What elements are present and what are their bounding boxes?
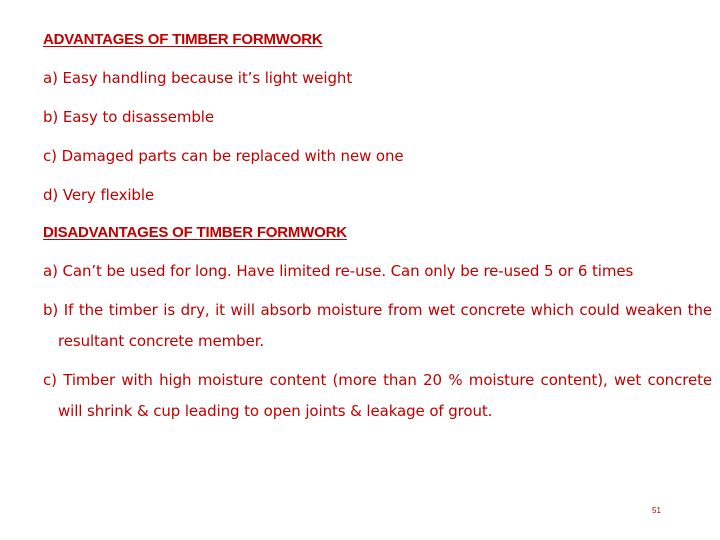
advantage-item-b: b) Easy to disassemble <box>43 108 214 126</box>
disadvantages-heading: DISADVANTAGES OF TIMBER FORMWORK <box>43 224 347 241</box>
advantage-item-c: c) Damaged parts can be replaced with new one <box>43 147 404 165</box>
disadvantage-item-c: c) Timber with high moisture content (more than 20 % moisture content), wet concrete will shrink & cup leading to open joints & leakage of grout. <box>43 371 712 420</box>
page-number: 51 <box>652 506 661 515</box>
disadvantage-item-b: b) If the timber is dry, it will absorb moisture from wet concrete which could weaken the resultant concrete member. <box>43 301 712 350</box>
advantages-heading: ADVANTAGES OF TIMBER FORMWORK <box>43 31 323 48</box>
advantage-item-a: a) Easy handling because it’s light weight <box>43 69 353 87</box>
disadvantage-item-a: a) Can’t be used for long. Have limited re-use. Can only be re-used 5 or 6 times <box>43 262 634 280</box>
advantage-item-d: d) Very flexible <box>43 186 155 204</box>
